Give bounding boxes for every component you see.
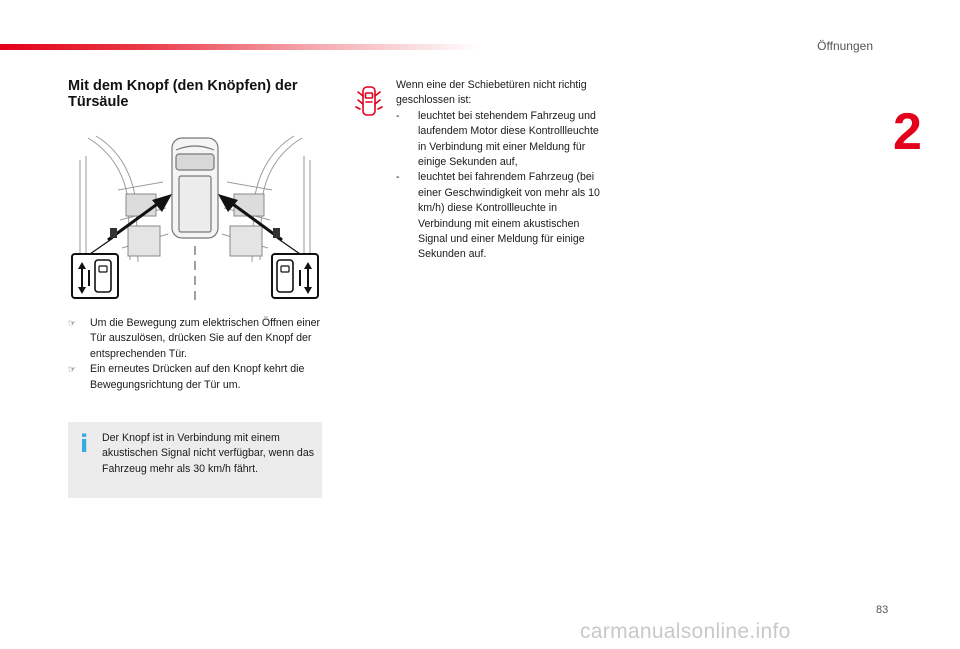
list-item	[396, 170, 606, 262]
page-number: 83	[876, 604, 889, 616]
list-dash: -	[396, 171, 400, 184]
vehicle-top-view	[172, 138, 218, 238]
chapter-number: 2	[893, 103, 922, 161]
info-box	[68, 422, 322, 498]
instruction-list	[68, 316, 326, 393]
hand-pointer-icon: ☞	[68, 318, 77, 328]
warning-description	[396, 78, 606, 263]
section-title: Öffnungen	[817, 39, 873, 53]
door-open-warning-icon	[354, 82, 384, 120]
top-red-bar	[0, 44, 480, 50]
info-text: Der Knopf ist in Verbindung mit einem akustischen Signal nicht verfügbar, wenn das Fahrzeug mehr als 30 km/h fährt.	[102, 432, 315, 475]
watermark: carmanualsonline.info	[580, 620, 791, 643]
list-dash: -	[396, 109, 400, 122]
list-item	[396, 109, 606, 171]
list-item-text: leuchtet bei fahrendem Fahrzeug (bei einer Geschwindigkeit von mehr als 10 km/h) diese Kontrollleuchte in Verbindung mit einem akustischen Signal und einer Meldung für einige Sekunden auf.	[418, 171, 600, 261]
list-item-text: Um die Bewegung zum elektrischen Öffnen einer Tür auszulösen, drücken Sie auf den Knopf der entsprechenden Tür.	[90, 317, 321, 360]
list-item-text: Ein erneutes Drücken auf den Knopf kehrt die Bewegungsrichtung der Tür um.	[90, 363, 305, 391]
right-button-callout	[272, 254, 318, 298]
list-item-text: leuchtet bei stehendem Fahrzeug und laufendem Motor diese Kontrollleuchte in Verbindung mit einer Meldung für einige Sekunden auf,	[418, 109, 599, 169]
list-item	[68, 362, 326, 393]
left-button-callout	[72, 254, 118, 298]
info-icon: i	[80, 430, 89, 458]
hand-pointer-icon: ☞	[68, 364, 77, 375]
list-item	[68, 316, 326, 362]
intro-text: Wenn eine der Schiebetüren nicht richtig geschlossen ist:	[396, 79, 587, 107]
door-button-illustration	[68, 130, 322, 304]
page-heading: Mit dem Knopf (den Knöpfen) der Türsäule	[68, 78, 298, 110]
